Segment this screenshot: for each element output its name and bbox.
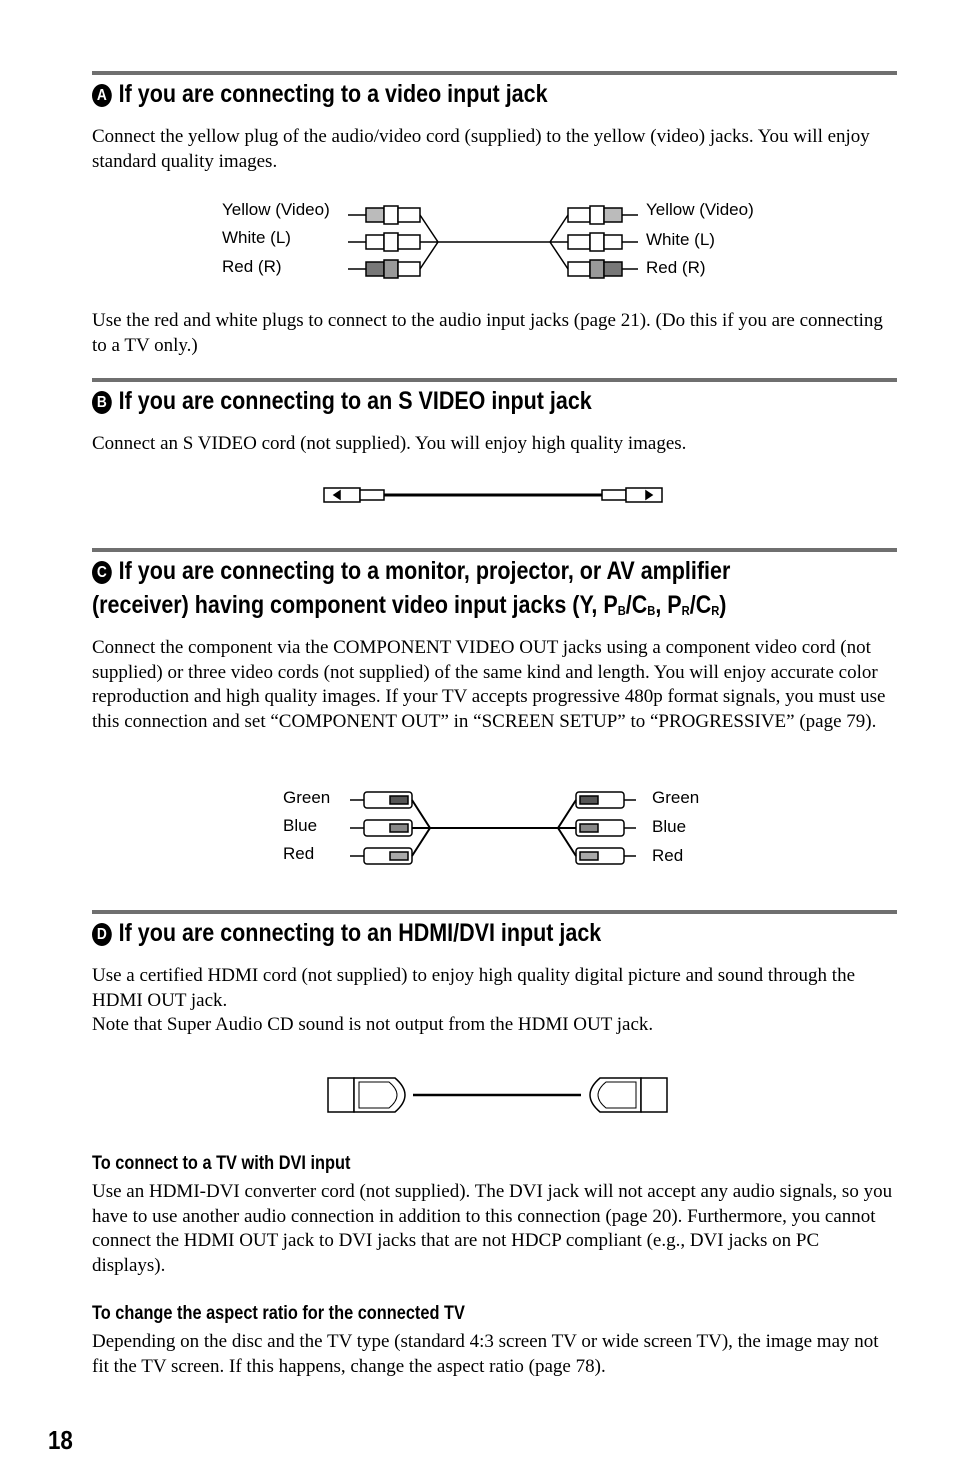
section-c-title-line-2 bbox=[92, 591, 726, 619]
component-cord-diagram bbox=[282, 784, 722, 874]
av-left-plug-red bbox=[348, 260, 420, 278]
aspect-ratio-paragraph: Depending on the disc and the TV type (standard 4:3 screen TV or wide screen TV), the image may not fit the TV screen. If this happens, change the aspect ratio (page 78). bbox=[92, 1331, 879, 1377]
component-left-plug-blue bbox=[350, 820, 412, 836]
section-d-paragraph-2: Note that Super Audio CD sound is not output from the HDMI OUT jack. bbox=[92, 1014, 654, 1035]
av-left-plug-white bbox=[348, 233, 420, 251]
aspect-ratio-subheading: To change the aspect ratio for the connected TV bbox=[92, 1303, 465, 1324]
s-video-cord-illustration bbox=[320, 484, 670, 508]
component-right-plug-green bbox=[576, 792, 636, 808]
av-right-label-red: Red (R) bbox=[646, 258, 706, 277]
comma-p: , P bbox=[655, 591, 682, 619]
av-left-label-white: White (L) bbox=[222, 228, 291, 247]
component-left-label-green: Green bbox=[283, 788, 331, 807]
subscript-b-2: B bbox=[647, 603, 656, 618]
component-right-label-blue: Blue bbox=[652, 817, 687, 836]
av-cord-illustration bbox=[220, 196, 780, 286]
av-left-label-yellow: Yellow (Video) bbox=[222, 200, 330, 219]
component-left-label-blue: Blue bbox=[283, 816, 318, 835]
slash-c: /C bbox=[625, 591, 648, 619]
av-right-plug-white bbox=[568, 233, 638, 251]
page-number: 18 bbox=[48, 1425, 73, 1455]
component-left-label-red: Red bbox=[283, 844, 315, 863]
section-d-heading bbox=[92, 916, 784, 950]
component-right-label-green: Green bbox=[652, 788, 700, 807]
section-b-heading bbox=[92, 384, 784, 418]
section-d-paragraph-1: Use a certified HDMI cord (not supplied) to enjoy high quality digital picture and sound through the HDMI OUT jack. bbox=[92, 965, 855, 1011]
component-right-plug-blue bbox=[576, 820, 636, 836]
component-left-plug-red bbox=[350, 848, 412, 864]
slash-c-2: /C bbox=[689, 591, 712, 619]
section-a-heading bbox=[92, 77, 784, 111]
section-b-paragraph: Connect an S VIDEO cord (not supplied). You will enjoy high quality images. bbox=[92, 433, 687, 454]
hdmi-cord-illustration bbox=[325, 1074, 670, 1118]
av-right-plug-yellow bbox=[568, 206, 638, 224]
av-cord-diagram bbox=[220, 196, 780, 286]
section-a-paragraph-1: Connect the yellow plug of the audio/video cord (supplied) to the yellow (video) jacks. You will enjoy standard quality images. bbox=[92, 126, 870, 172]
section-a-rule bbox=[92, 71, 897, 75]
section-d-rule bbox=[92, 910, 897, 914]
section-a-badge: A bbox=[92, 84, 112, 107]
subscript-r-2: R bbox=[711, 603, 720, 618]
section-d-title: If you are connecting to an HDMI/DVI input jack bbox=[118, 919, 602, 947]
component-cord-illustration bbox=[282, 784, 722, 874]
section-b-rule bbox=[92, 378, 897, 382]
av-cable bbox=[420, 215, 568, 269]
av-left-plug-yellow bbox=[348, 206, 420, 224]
component-right-label-red: Red bbox=[652, 846, 684, 865]
av-right-label-yellow: Yellow (Video) bbox=[646, 200, 754, 219]
section-c-title-line-2-text: (receiver) having component video input jacks (Y, P bbox=[92, 591, 618, 619]
av-left-label-red: Red (R) bbox=[222, 257, 282, 276]
close-paren: ) bbox=[719, 591, 727, 619]
section-c-badge: C bbox=[92, 561, 112, 584]
dvi-subheading: To connect to a TV with DVI input bbox=[92, 1153, 351, 1174]
av-right-plug-red bbox=[568, 260, 638, 278]
component-right-plug-red bbox=[576, 848, 636, 864]
section-c-heading bbox=[92, 554, 784, 628]
section-b-title: If you are connecting to an S VIDEO input jack bbox=[118, 387, 592, 415]
component-cable bbox=[412, 800, 576, 856]
section-d-badge: D bbox=[92, 923, 112, 946]
section-a-title: If you are connecting to a video input jack bbox=[118, 80, 548, 108]
section-b-badge: B bbox=[92, 391, 112, 414]
section-c-paragraph: Connect the component via the COMPONENT VIDEO OUT jacks using a component video cord (not supplied) or three video cords (not supplied) of the same kind and length. You will enjoy accurate color reproduction and high quality images. If your TV accepts progressive 480p format signals, you must use this connection and set “COMPONENT OUT” in “SCREEN SETUP” to “PROGRESSIVE” (page 79). bbox=[92, 637, 886, 732]
subscript-b: B bbox=[617, 603, 626, 618]
av-right-label-white: White (L) bbox=[646, 230, 715, 249]
section-a-paragraph-2: Use the red and white plugs to connect to the audio input jacks (page 21). (Do this if you are connecting to a TV only.) bbox=[92, 310, 883, 356]
section-c-title-line-1: If you are connecting to a monitor, projector, or AV amplifier bbox=[118, 557, 731, 585]
component-left-plug-green bbox=[350, 792, 412, 808]
subscript-r: R bbox=[681, 603, 690, 618]
dvi-paragraph: Use an HDMI-DVI converter cord (not supplied). The DVI jack will not accept any audio signals, so you have to use another audio connection in addition to this connection (page 20). Furthermore, you cannot connect the HDMI OUT jack to DVI jacks that are not HDCP compliant (e.g., DVI jacks on PC displays). bbox=[92, 1181, 893, 1276]
section-c-rule bbox=[92, 548, 897, 552]
